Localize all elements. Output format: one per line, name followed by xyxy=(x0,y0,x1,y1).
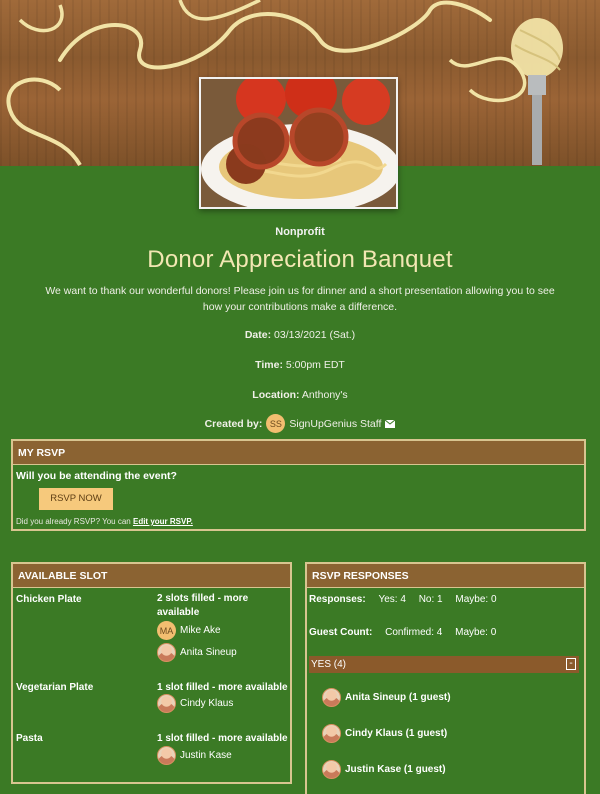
yes-group-label: YES (4) xyxy=(311,659,347,670)
rsvp-responses-panel xyxy=(305,562,586,794)
date-label: Date: xyxy=(244,329,272,341)
available-slot-panel xyxy=(11,562,292,784)
rsvp-responses-header: RSVP RESPONSES xyxy=(307,564,584,588)
slot-name: Chicken Plate xyxy=(16,594,82,605)
collapse-button[interactable]: - xyxy=(566,658,576,670)
slot-person xyxy=(157,746,232,765)
event-location xyxy=(0,389,600,401)
envelope-icon[interactable] xyxy=(385,420,395,428)
my-rsvp-header: MY RSVP xyxy=(13,441,584,465)
guest-item xyxy=(322,760,446,779)
maybe-count: Maybe: 0 xyxy=(455,594,497,605)
event-photo xyxy=(199,77,398,209)
responses-summary xyxy=(309,594,497,605)
slot-name: Vegetarian Plate xyxy=(16,682,94,693)
time-value: 5:00pm EDT xyxy=(285,359,345,371)
creator-name[interactable]: SignUpGenius Staff xyxy=(289,417,382,430)
location-value: Anthony's xyxy=(301,389,348,401)
slot-status: 2 slots filled - more available xyxy=(157,593,249,618)
event-time xyxy=(0,359,600,371)
slot-name: Pasta xyxy=(16,733,43,744)
event-date xyxy=(0,329,600,341)
no-count: No: 1 xyxy=(418,594,443,605)
person-name: Justin Kase xyxy=(180,750,232,761)
location-label: Location: xyxy=(252,389,300,401)
slot-person xyxy=(157,694,233,713)
avatar xyxy=(322,760,341,779)
creator-avatar: SS xyxy=(266,414,285,433)
guest-item xyxy=(322,688,451,707)
person-name: Anita Sineup xyxy=(180,647,237,658)
guest-name: Anita Sineup (1 guest) xyxy=(345,692,451,703)
event-info xyxy=(0,226,600,433)
my-rsvp-panel xyxy=(11,439,586,531)
avatar xyxy=(322,688,341,707)
slot-status: 1 slot filled - more available xyxy=(157,733,288,744)
time-label: Time: xyxy=(255,359,283,371)
slot-person xyxy=(157,621,221,640)
event-creator xyxy=(0,414,600,433)
available-slot-header: AVAILABLE SLOT xyxy=(13,564,290,588)
avatar xyxy=(322,724,341,743)
event-description: We want to thank our wonderful donors! Please join us for dinner and a short presentation allowing you to see how your contributions make a difference. xyxy=(45,285,555,313)
yes-group-header[interactable] xyxy=(309,656,579,673)
event-category: Nonprofit xyxy=(275,226,325,238)
slot-status: 1 slot filled - more available xyxy=(157,682,288,693)
guest-name: Justin Kase (1 guest) xyxy=(345,764,446,775)
person-name: Mike Ake xyxy=(180,625,221,636)
rsvp-now-button[interactable]: RSVP NOW xyxy=(39,488,113,510)
guest-item xyxy=(322,724,447,743)
responses-label: Responses: xyxy=(309,594,366,605)
person-name: Cindy Klaus xyxy=(180,698,234,709)
rsvp-question: Will you be attending the event? xyxy=(16,470,177,482)
rsvp-note xyxy=(16,517,193,526)
avatar xyxy=(157,643,176,662)
event-title: Donor Appreciation Banquet xyxy=(147,246,453,273)
confirmed-count: Confirmed: 4 xyxy=(385,627,443,638)
guest-name: Cindy Klaus (1 guest) xyxy=(345,728,448,739)
guest-count-label: Guest Count: xyxy=(309,627,373,638)
slot-person xyxy=(157,643,237,662)
rsvp-note-text: Did you already RSVP? You can xyxy=(16,517,131,526)
avatar: MA xyxy=(157,621,176,640)
yes-count: Yes: 4 xyxy=(378,594,406,605)
edit-rsvp-link[interactable]: Edit your RSVP. xyxy=(132,517,193,526)
avatar xyxy=(157,746,176,765)
guest-maybe-count: Maybe: 0 xyxy=(455,627,497,638)
created-label: Created by: xyxy=(204,417,263,430)
avatar xyxy=(157,694,176,713)
date-value: 03/13/2021 (Sat.) xyxy=(274,329,356,341)
guest-count-summary xyxy=(309,627,496,638)
meatballs-image xyxy=(201,79,398,209)
